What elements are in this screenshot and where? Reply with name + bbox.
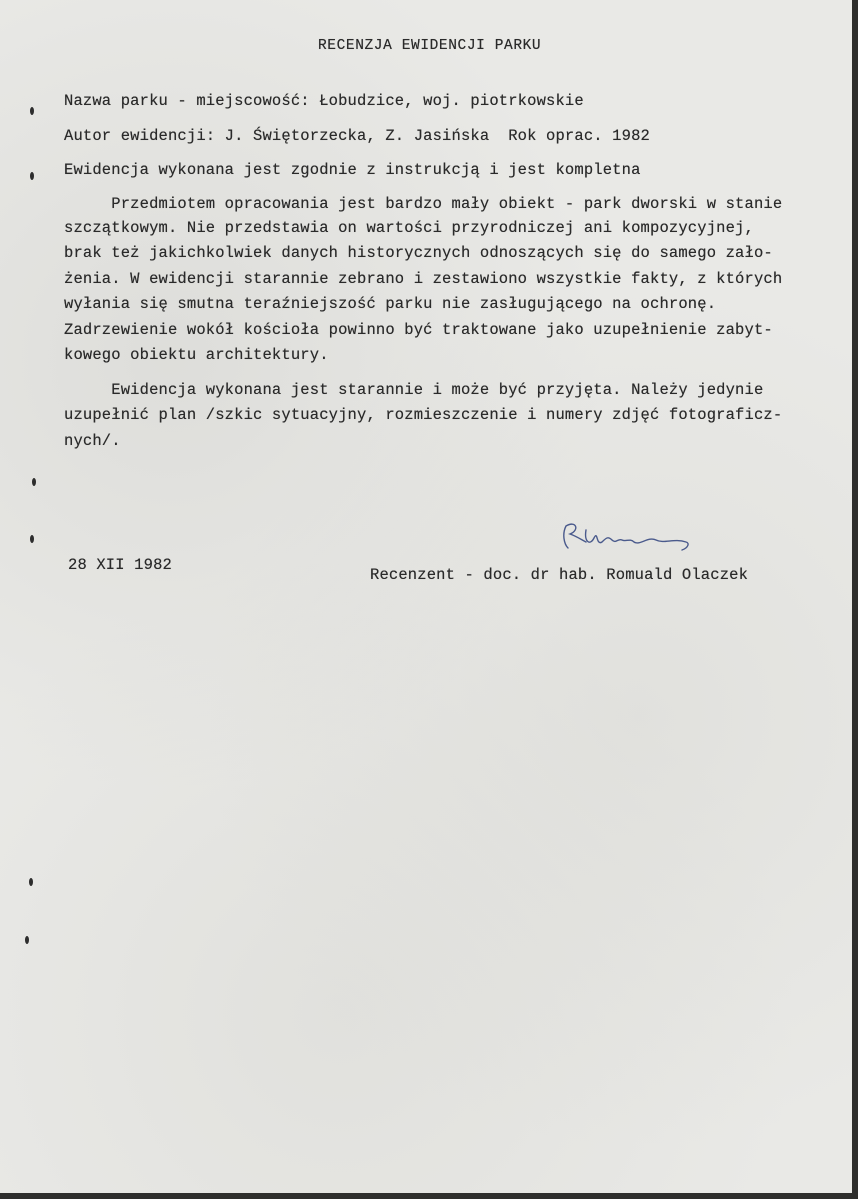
completeness-line: Ewidencja wykonana jest zgodnie z instrukcją i jest kompletna: [64, 161, 641, 179]
paragraph-line: żenia. W ewidencji starannie zebrano i zestawiono wszystkie fakty, z których: [64, 270, 783, 288]
paragraph-line: wyłania się smutna teraźniejszość parku nie zasługującego na ochronę.: [64, 295, 717, 313]
binder-hole-mark: [30, 535, 34, 543]
paragraph-line: nych/.: [64, 432, 121, 450]
document-title: RECENZJA EWIDENCJI PARKU: [318, 38, 542, 54]
park-name-line: Nazwa parku - miejscowość: Łobudzice, woj. piotrkowskie: [64, 92, 584, 110]
paragraph-line: brak też jakichkolwiek danych historycznych odnoszących się do samego zało-: [64, 244, 773, 262]
paragraph-line: Przedmiotem opracowania jest bardzo mały obiekt - park dworski w stanie: [64, 195, 783, 213]
reviewer-line: Recenzent - doc. dr hab. Romuald Olaczek: [370, 566, 749, 584]
binder-hole-mark: [30, 107, 34, 115]
binder-hole-mark: [32, 478, 36, 486]
paragraph-line: Ewidencja wykonana jest starannie i może być przyjęta. Należy jedynie: [64, 381, 764, 399]
paragraph-line: kowego obiektu architektury.: [64, 346, 329, 364]
binder-hole-mark: [25, 936, 29, 944]
scan-edge-right: [852, 0, 858, 1199]
binder-hole-mark: [29, 878, 33, 886]
review-date: 28 XII 1982: [68, 556, 172, 574]
scan-edge-bottom: [0, 1193, 858, 1199]
author-line: Autor ewidencji: J. Świętorzecka, Z. Jasińska Rok oprac. 1982: [64, 127, 650, 145]
binder-hole-mark: [30, 172, 34, 180]
paragraph-line: szczątkowym. Nie przedstawia on wartości przyrodniczej ani kompozycyjnej,: [64, 219, 754, 237]
paragraph-line: uzupełnić plan /szkic sytuacyjny, rozmieszczenie i numery zdjęć fotograficz-: [64, 406, 783, 424]
handwritten-signature-icon: [556, 516, 696, 556]
paragraph-line: Zadrzewienie wokół kościoła powinno być traktowane jako uzupełnienie zabyt-: [64, 321, 773, 339]
